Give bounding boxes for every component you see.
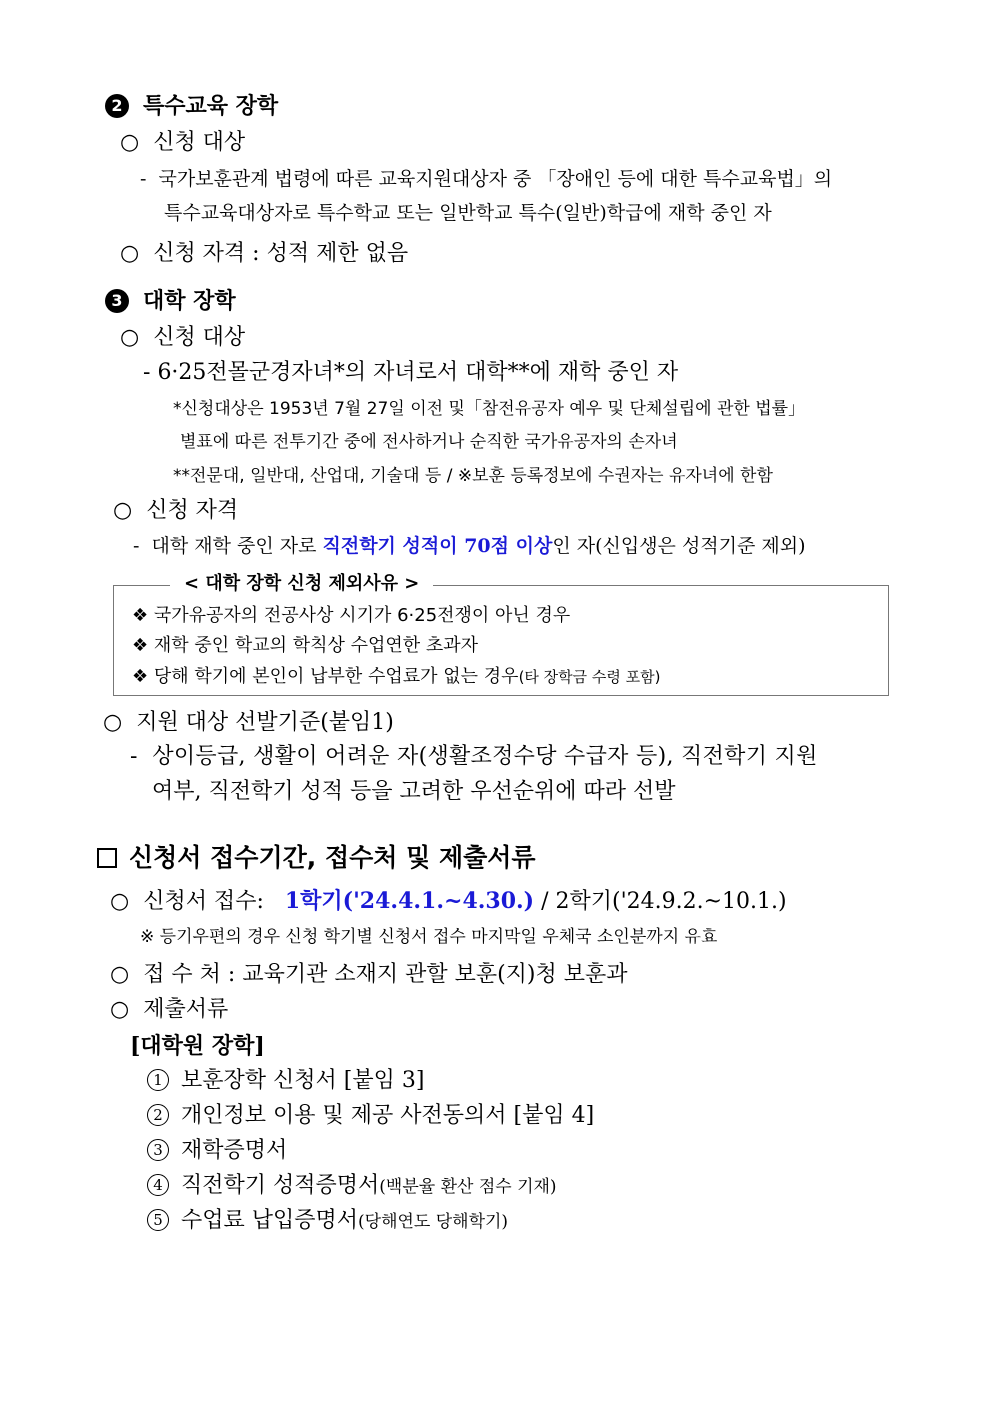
period-label: 신청서 접수: (143, 889, 264, 914)
apply-heading-text: 신청서 접수기간, 접수처 및 제출서류 (129, 843, 536, 872)
doc-number: 5 (147, 1209, 169, 1231)
checkbox-square-icon (97, 848, 117, 868)
apply-heading (97, 842, 536, 874)
section-3-number-badge: 3 (105, 289, 129, 313)
doc-item (147, 1207, 508, 1236)
doc-note: (백분율 환산 점수 기재) (379, 1177, 557, 1197)
sec3-target-label: 신청 대상 (153, 325, 246, 350)
period-separator: / (541, 889, 549, 914)
sec3-target-text: 6·25전몰군경자녀*의 자녀로서 대학**에 재학 중인 자 (157, 360, 679, 385)
sec3-select-item: ○ 지원 대상 선발기준(붙임1) (103, 710, 394, 735)
sec3-qual-highlight: 직전학기 성적이 70점 이상 (322, 535, 553, 557)
doc-text: 직전학기 성적증명서 (181, 1173, 380, 1198)
period-second-semester: 2학기('24.9.2.~10.1.) (555, 889, 787, 914)
sec2-target-label: 신청 대상 (153, 130, 246, 155)
sec2-target-text1: 국가보훈관계 법령에 따른 교육지원대상자 중 「장애인 등에 대한 특수교육법」의 (158, 168, 833, 190)
sec3-target-item: ○ 신청 대상 (120, 325, 246, 350)
exclusion-item: ❖ 국가유공자의 전공사상 시기가 6·25전쟁이 아닌 경우 (132, 605, 571, 626)
doc-text: 보훈장학 신청서 [붙임 3] (181, 1068, 425, 1093)
apply-place-text: 접 수 처 : 교육기관 소재지 관할 보훈(지)청 보훈과 (143, 962, 628, 987)
doc-number: 4 (147, 1174, 169, 1196)
doc-note: (당해연도 당해학기) (358, 1212, 509, 1232)
apply-place: ○ 접 수 처 : 교육기관 소재지 관할 보훈(지)청 보훈과 (110, 962, 628, 987)
sec2-target-line1: - 국가보훈관계 법령에 따른 교육지원대상자 중 「장애인 등에 대한 특수교육법」의 (140, 168, 833, 190)
doc-number: 1 (147, 1069, 169, 1091)
sec2-target-line2: 특수교육대상자로 특수학교 또는 일반학교 특수(일반)학급에 재학 중인 자 (164, 202, 772, 224)
docs-item: ○ 제출서류 (110, 997, 229, 1022)
period-note: ※ 등기우편의 경우 신청 학기별 신청서 접수 마지막일 우체국 소인분까지 유효 (140, 927, 718, 947)
doc-item (147, 1067, 424, 1095)
exclusion-item: ❖ 당해 학기에 본인이 납부한 수업료가 없는 경우(타 장학금 수령 포함) (132, 666, 661, 687)
sec3-select-text1: 상이등급, 생활이 어려운 자(생활조정수당 수급자 등), 직전학기 지원 (152, 744, 818, 769)
sec3-qual-item: ○ 신청 자격 (113, 498, 239, 523)
doc-item (147, 1137, 287, 1165)
doc-number: 2 (147, 1104, 169, 1126)
docs-label: 제출서류 (143, 997, 229, 1022)
doc-number: 3 (147, 1139, 169, 1161)
section-2-heading (105, 93, 278, 121)
grad-label: [대학원 장학] (130, 1033, 265, 1059)
sec3-note2: **전문대, 일반대, 산업대, 기술대 등 / ※보훈 등록정보에 수권자는 유자녀에 한함 (173, 466, 773, 486)
section-3-title: 대학 장학 (143, 289, 236, 314)
sec3-select-label: 지원 대상 선발기준(붙임1) (136, 710, 394, 735)
doc-text: 개인정보 이용 및 제공 사전동의서 [붙임 4] (181, 1103, 595, 1128)
sec3-target-line: - 6·25전몰군경자녀*의 자녀로서 대학**에 재학 중인 자 (143, 360, 679, 385)
sec3-note1b: 별표에 따른 전투기간 중에 전사하거나 순직한 국가유공자의 손자녀 (180, 432, 678, 452)
doc-text: 재학증명서 (181, 1138, 288, 1163)
doc-text: 수업료 납입증명서 (181, 1208, 359, 1233)
sec3-qual-post: 인 자(신입생은 성적기준 제외) (552, 535, 806, 557)
sec3-qual-label: 신청 자격 (146, 498, 239, 523)
section-2-title: 특수교육 장학 (143, 94, 279, 119)
sec3-qual-line: - 대학 재학 중인 자로 직전학기 성적이 70점 이상인 자(신입생은 성적기준 제외) (133, 535, 806, 557)
exclusion-box-title: < 대학 장학 신청 제외사유 > (170, 570, 433, 598)
sec2-qualification: ○ 신청 자격 : 성적 제한 없음 (120, 241, 409, 266)
sec3-qual-pre: 대학 재학 중인 자로 (151, 535, 323, 557)
sec3-note1a: *신청대상은 1953년 7월 27일 이전 및「참전유공자 예우 및 단체설립에 관한 법률」 (173, 399, 806, 419)
apply-period: ○ 신청서 접수: 1학기('24.4.1.~4.30.) / 2학기('24.9.2.~10.1.) (110, 888, 787, 914)
exclusion-item-text: 당해 학기에 본인이 납부한 수업료가 없는 경우 (153, 666, 519, 687)
sec3-select-line1: - 상이등급, 생활이 어려운 자(생활조정수당 수급자 등), 직전학기 지원 (130, 744, 818, 769)
sec2-target-item: ○ 신청 대상 (120, 130, 246, 155)
section-2-number-badge: 2 (105, 94, 129, 118)
doc-item (147, 1102, 594, 1130)
exclusion-item-text: 재학 중인 학교의 학칙상 수업연한 초과자 (153, 635, 479, 656)
exclusion-item-text: 국가유공자의 전공사상 시기가 6·25전쟁이 아닌 경우 (153, 605, 571, 626)
exclusion-item: ❖ 재학 중인 학교의 학칙상 수업연한 초과자 (132, 635, 479, 656)
sec3-select-line2: 여부, 직전학기 성적 등을 고려한 우선순위에 따라 선발 (152, 779, 676, 804)
exclusion-box (113, 585, 889, 696)
doc-item (147, 1172, 557, 1201)
section-3-heading (105, 288, 236, 316)
period-first-semester: 1학기('24.4.1.~4.30.) (284, 888, 535, 914)
sec2-qual-text: 신청 자격 : 성적 제한 없음 (153, 241, 409, 266)
exclusion-item-note: (타 장학금 수령 포함) (518, 668, 661, 686)
